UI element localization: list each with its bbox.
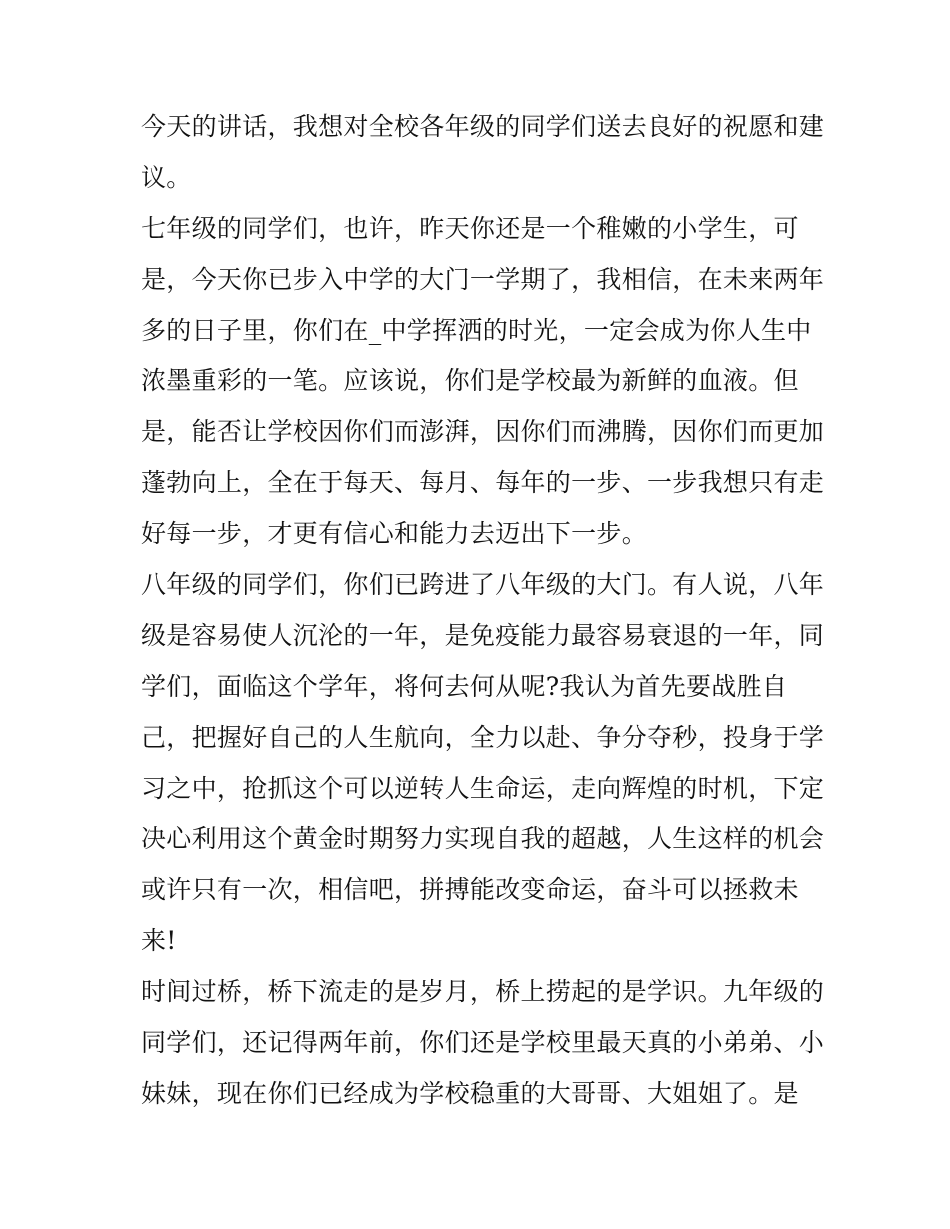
text-line: 是，能否让学校因你们而澎湃，因你们而沸腾，因你们而更加 [141,417,825,447]
text-line: 蓬勃向上，全在于每天、每月、每年的一步、一步我想只有走 [141,468,825,498]
text-line: 八年级的同学们，你们已跨进了八年级的大门。有人说，八年 [141,570,825,600]
text-line: 七年级的同学们，也许，昨天你还是一个稚嫩的小学生，可 [141,213,799,243]
text-line: 来! [141,926,177,956]
text-line: 议。 [141,162,192,192]
text-line: 多的日子里，你们在_中学挥洒的时光，一定会成为你人生中 [141,315,812,345]
text-line: 学们，面临这个学年，将何去何从呢?我认为首先要战胜自 [141,671,788,701]
text-line: 级是容易使人沉沦的一年，是免疫能力最容易衰退的一年，同 [141,620,825,650]
text-line: 同学们，还记得两年前，你们还是学校里最天真的小弟弟、小 [141,1028,825,1058]
text-line: 时间过桥，桥下流走的是岁月，桥上捞起的是学识。九年级的 [141,977,825,1007]
text-line: 习之中，抢抓这个可以逆转人生命运，走向辉煌的时机，下定 [141,773,825,803]
text-line: 或许只有一次，相信吧，拼搏能改变命运，奋斗可以拯救未 [141,875,799,905]
text-line: 今天的讲话，我想对全校各年级的同学们送去良好的祝愿和建 [141,112,825,141]
text-line: 是，今天你已步入中学的大门一学期了，我相信，在未来两年 [141,264,825,294]
text-line: 浓墨重彩的一笔。应该说，你们是学校最为新鲜的血液。但 [141,366,799,396]
body-text [141,102,825,1120]
text-line: 己，把握好自己的人生航向，全力以赴、争分夺秒，投身于学 [141,722,825,752]
text-line: 决心利用这个黄金时期努力实现自我的超越，人生这样的机会 [141,824,825,854]
text-line: 好每一步，才更有信心和能力去迈出下一步。 [141,519,648,549]
text-line: 妹妹，现在你们已经成为学校稳重的大哥哥、大姐姐了。是 [141,1078,799,1108]
